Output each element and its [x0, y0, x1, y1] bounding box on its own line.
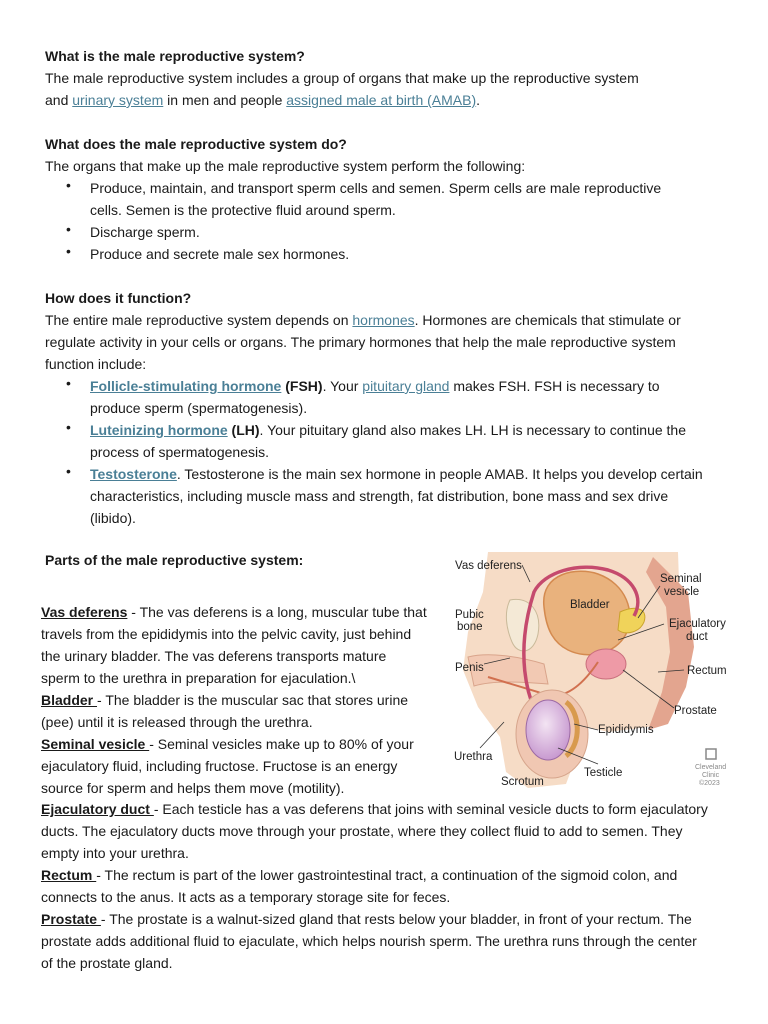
label-seminal-vesicle-1: Seminal: [660, 573, 702, 585]
testosterone-item-continuation: (libido).: [90, 510, 136, 526]
bullet: •: [66, 177, 71, 193]
brand-logo: [706, 749, 716, 759]
brand-line-2: Clinic: [702, 772, 720, 779]
bladder-line-2: (pee) until it is released through the urethra.: [41, 714, 313, 730]
term-bladder: Bladder: [41, 692, 98, 708]
anatomy-diagram: [448, 552, 738, 794]
list-item-continuation: cells. Semen is the protective fluid around sperm.: [90, 202, 396, 218]
term-ejaculatory-duct: Ejaculatory duct: [41, 801, 154, 817]
rectum-line-2: connects to the anus. It acts as a temporary storage site for feces.: [41, 889, 451, 905]
list-item: Produce and secrete male sex hormones.: [90, 246, 350, 262]
heading-parts: Parts of the male reproductive system:: [45, 552, 304, 568]
hormones-link[interactable]: hormones: [352, 312, 415, 328]
ejaculatory-duct-line-1: Ejaculatory duct - Each testicle has a vas deferens that joins with seminal vesicle ducts to form ejaculatory: [41, 801, 708, 817]
term-prostate: Prostate: [41, 911, 101, 927]
label-epididymis: Epididymis: [598, 724, 654, 736]
label-pubic-1: Pubic: [455, 609, 484, 621]
rectum-line-1: Rectum - The rectum is part of the lower gastrointestinal tract, a continuation of the sigmoid colon, and: [41, 867, 678, 883]
seminal-vesicle-line-1: Seminal vesicle - Seminal vesicles make up to 80% of your: [41, 736, 414, 752]
function-para-line-2: regulate activity in your cells or organs. The primary hormones that help the male reproductive system: [45, 334, 676, 350]
testosterone-item-continuation: characteristics, including muscle mass and strength, fat distribution, bone mass and sex drive: [90, 488, 669, 504]
label-ejaculatory-2: duct: [686, 631, 708, 643]
bullet: •: [66, 243, 71, 259]
vas-deferens-line-1: Vas deferens - The vas deferens is a long, muscular tube that: [41, 604, 427, 620]
label-urethra: Urethra: [454, 751, 493, 763]
function-para-line-1: The entire male reproductive system depends on hormones. Hormones are chemicals that stimulate or: [45, 312, 681, 328]
prostate-line-1: Prostate - The prostate is a walnut-sized gland that rests below your bladder, in front of your rectum. The: [41, 911, 692, 927]
term-seminal-vesicle: Seminal vesicle: [41, 736, 150, 752]
ejaculatory-duct-line-2: ducts. The ejaculatory ducts move through your prostate, where they collect fluid to add to semen. They: [41, 823, 683, 839]
vas-deferens-line-4: sperm to the urethra in preparation for ejaculation.\: [41, 670, 356, 686]
function-para-line-3: function include:: [45, 356, 147, 372]
heading-what-is: What is the male reproductive system?: [45, 48, 305, 64]
term-rectum: Rectum: [41, 867, 97, 883]
list-item: Produce, maintain, and transport sperm cells and semen. Sperm cells are male reproductive: [90, 180, 662, 196]
urinary-system-link[interactable]: urinary system: [72, 92, 164, 108]
intro-line-2: and urinary system in men and people assigned male at birth (AMAB).: [45, 92, 481, 108]
bullet: •: [66, 463, 71, 479]
pituitary-gland-link[interactable]: pituitary gland: [362, 378, 450, 394]
lh-item-continuation: process of spermatogenesis.: [90, 444, 269, 460]
heading-what-does: What does the male reproductive system do?: [45, 136, 347, 152]
brand-line-3: ©2023: [699, 780, 720, 787]
vas-deferens-line-3: the urinary bladder. The vas deferens transports mature: [41, 648, 387, 664]
amab-link[interactable]: assigned male at birth (AMAB): [286, 92, 477, 108]
label-seminal-vesicle-2: vesicle: [664, 586, 700, 598]
vas-deferens-line-2: travels from the epididymis into the pelvic cavity, just behind: [41, 626, 412, 642]
label-ejaculatory-1: Ejaculatory: [669, 618, 726, 630]
prostate-shape: [586, 649, 626, 679]
seminal-vesicle-line-3: source for sperm and helps them move (motility).: [41, 780, 345, 796]
bullet: •: [66, 375, 71, 391]
bullet: •: [66, 221, 71, 237]
seminal-vesicle-line-2: ejaculatory fluid, including fructose. Fructose is an energy: [41, 758, 398, 774]
label-prostate: Prostate: [674, 705, 717, 717]
label-testicle: Testicle: [584, 767, 623, 779]
label-pubic-2: bone: [457, 621, 483, 633]
prostate-line-3: of the prostate gland.: [41, 955, 173, 971]
testicle-shape: [526, 700, 570, 760]
intro-line-1: The male reproductive system includes a group of organs that make up the reproductive system: [45, 70, 639, 86]
ejaculatory-duct-line-3: empty into your urethra.: [41, 845, 189, 861]
testosterone-link[interactable]: Testosterone: [90, 466, 177, 482]
fsh-link[interactable]: Follicle-stimulating hormone: [90, 378, 282, 394]
list-item: Discharge sperm.: [90, 224, 200, 240]
prostate-line-2: prostate adds additional fluid to ejaculate, which helps nourish sperm. The urethra runs through the center: [41, 933, 697, 949]
label-penis: Penis: [455, 662, 484, 674]
lh-item: Luteinizing hormone (LH). Your pituitary gland also makes LH. LH is necessary to continue the: [90, 422, 687, 438]
label-vas-deferens: Vas deferens: [455, 560, 522, 572]
purpose-lead: The organs that make up the male reproductive system perform the following:: [45, 158, 526, 174]
heading-how-function: How does it function?: [45, 290, 192, 306]
label-bladder: Bladder: [570, 599, 610, 611]
fsh-item-continuation: produce sperm (spermatogenesis).: [90, 400, 308, 416]
brand-line-1: Cleveland: [695, 764, 727, 771]
testosterone-item: Testosterone. Testosterone is the main sex hormone in people AMAB. It helps you develop certain: [90, 466, 703, 482]
lh-link[interactable]: Luteinizing hormone: [90, 422, 228, 438]
term-vas-deferens: Vas deferens: [41, 604, 128, 620]
bladder-line-1: Bladder - The bladder is the muscular sac that stores urine: [41, 692, 409, 708]
fsh-item: Follicle-stimulating hormone (FSH). Your pituitary gland makes FSH. FSH is necessary to: [90, 378, 660, 394]
label-scrotum: Scrotum: [501, 776, 544, 788]
bullet: •: [66, 419, 71, 435]
label-rectum: Rectum: [687, 665, 727, 677]
